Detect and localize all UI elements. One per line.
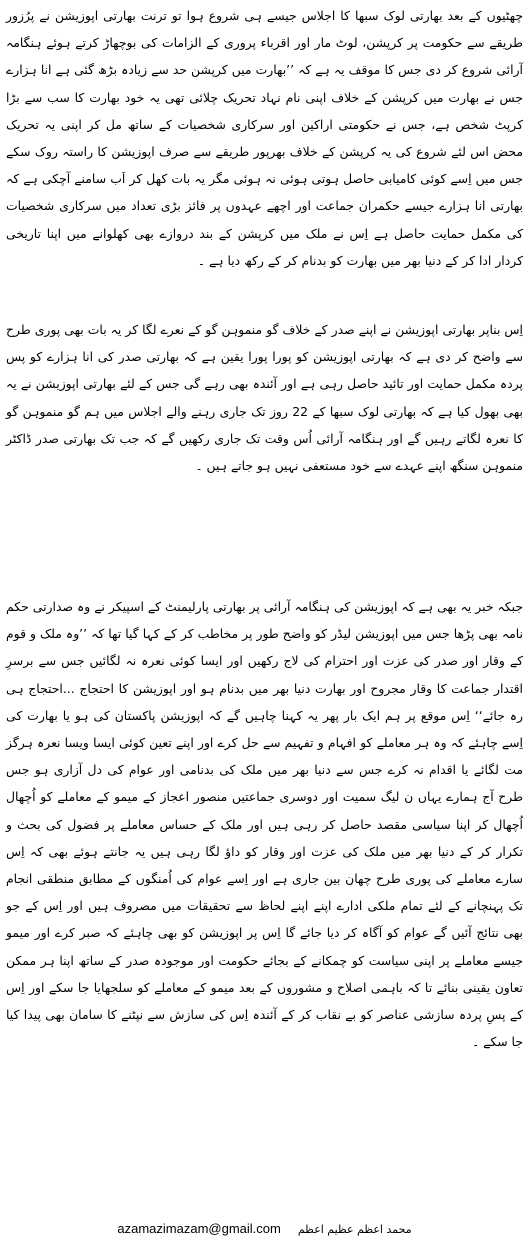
author-name: محمد اعظم عظیم اعظم bbox=[297, 1223, 412, 1236]
author-signature bbox=[0, 1221, 529, 1245]
article-paragraph-3: جبکہ خبر یہ بھی ہے کہ اپوزیشن کی ہنگامہ آرائی پر بھارتی پارلیمنٹ کے اسپیکر نے وہ صدارتی حکم نامہ بھی پڑھا جس میں اپوزیشن لیڈر کو واضح طور پر مخاطب کر کے کہا گیا تھا کہ ’’وہ ملک و قوم کے وقار اور صدر کی عزت اور احترام کی لاج رکھیں اور ایسا کوئی نعرہ نہ لگائیں جس سے برسرِ اقتدار جماعت کا وقار مجروح اور بھارت دنیا بھر میں بدنام ہو اور اپوزیشن کا احتجاج ...احتجاج ہی رہ جائے‘‘ اِس موقع پر ہم ایک بار پھر یہ کہنا چاہیں گے کہ اپوزیشن پاکستان کی ہو یا بھارت کی اِسے چاہئے کہ وہ ہر معاملے کو افہام و تفہیم سے حل کرے اور اپنے تعین کوئی ایسا ویسا نعرہ ہرگز مت لگائے یا اقدام نہ کرے جس سے دنیا بھر میں ملک کی بدنامی اور عوام کی دل آزاری ہو جس طرح آج ہمارے یہاں ن لیگ سمیت اور دوسری جماعتیں منصور اعجاز کے میمو کے معاملے کو اُچھال اُچھال کر اپنا سیاسی مقصد حاصل کر رہی ہیں اور ملک کے حساس معاملے پر فضول کی بحث و تکرار کر کے دنیا بھر میں ملک کی عزت اور وقار کو داؤ لگا رہی ہیں یہ جانتے ہوئے بھی کہ اِس سارے معاملے کی پوری طرح چھان بین جاری ہے اور اِسے عوام کی اُمنگوں کے مطابق منطقی انجام تک پہنچانے کے لئے تمام ملکی ادارے اپنے اپنے لحاظ سے تحقیقات میں مصروف ہیں اور اِس کے جو بھی نتائج آئیں گے عوام کو آگاہ کر دیا جائے گا اِس پر اپوزیشن کو بھی چاہئے کہ صبر کرے اور میمو جیسے معاملے پر اپنی سیاست کو چمکانے کے بجائے حکومت اور موجودہ صدر کے ساتھ اپنا ہر ممکن تعاون یقینی بنائے تا کہ باہمی اصلاح و مشوروں کے بعد میمو کے معاملے کو سلجھایا جا سکے اور اِس کے پسِ پردہ سازشی عناصر کو بے نقاب کر کے آئندہ اِس کی سازش سے نپٹنے کا سامان بھی پیدا کیا جا سکے ۔ bbox=[6, 599, 523, 1050]
author-email: azamazimazam@gmail.com bbox=[117, 1221, 281, 1236]
article-paragraph-1: چھٹیوں کے بعد بھارتی لوک سبھا کا اجلاس جیسے ہی شروع ہوا تو ترنت بھارتی اپوزیشن نے پرُزور طریقے سے حکومت پر کرپشن، لوٹ مار اور اقرباء پروری کے الزامات کی بوچھاڑ کرتے ہوئے ہنگامہ آرائی شروع کر دی جس کا موقف یہ ہے کہ ’’بھارت میں کرپشن حد سے زیادہ بڑھ گئی ہے انا ہزارے جس نے بھارت میں کرپشن کے خلاف اپنی نام نہاد تحریک چلائی تھی یہ خود بھارت کا سب سے بڑا کرپٹ شخص ہے، جس نے حکومتی اراکین اور سرکاری شخصیات کے ساتھ مل کر اپنی یہ تحریک محض اس لئے شروع کی یہ کرپشن کے خلاف بھرپور طریقے سے صرف اپوزیشن کا راستہ روک سکے جس میں اِسے کوئی کامیابی حاصل ہوتی ہوئی نہ ہوئی مگر یہ بات کھل کر اَب سامنے آچکی ہے کہ بھارتی انا ہزارے جیسے حکمران جماعت اور اچھے عہدوں پر فائز بڑی تعداد میں سرکاری شخصیات کی مکمل حمایت حاصل ہے اِس نے ملک میں کرپشن کے بند دروازے بھی کھلوانے میں اپنا تاریخی کردار ادا کر کے دنیا بھر میں بھارت کو بدنام کر کے رکھ دیا ہے ۔ bbox=[6, 8, 523, 268]
article-paragraph-2: اِس بناپر بھارتی اپوزیشن نے اپنے صدر کے خلاف گو منموہن گو کے نعرے لگا کر یہ بات بھی پوری طرح سے واضح کر دی ہے کہ بھارتی اپوزیشن کو پورا پورا یقین ہے کہ بھارتی صدر کی انا ہزارے کو پس پردہ مکمل حمایت اور تائید حاصل رہی ہے اور آئندہ بھی رہے گی جس کے لئے بھارتی اپوزیشن نے یہ بھی بھول کیا ہے کہ بھارتی لوک سبھا کے 22 روز تک جاری رہنے والے اجلاس میں ہم گو منموہن گو کا نعرہ لگاتے رہیں گے اور ہنگامہ آرائی اُس وقت تک جاری رکھیں گے کہ جب تک بھارتی صدر ڈاکٹر منموہن سنگھ اپنے عہدے سے خود مستعفی نہیں ہو جاتے ہیں ۔ bbox=[6, 322, 523, 474]
